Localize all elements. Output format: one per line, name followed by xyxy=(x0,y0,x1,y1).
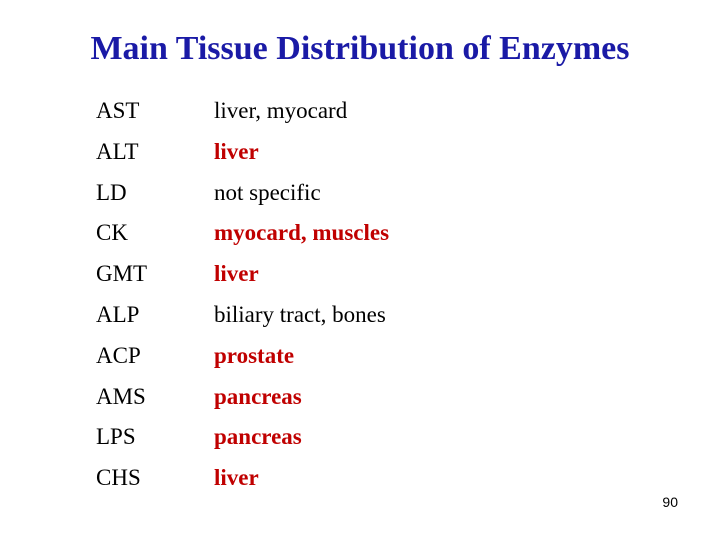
page-number: 90 xyxy=(662,494,678,510)
tissue-distribution: myocard, muscles xyxy=(214,220,390,246)
table-row xyxy=(96,139,496,180)
enzyme-name: AST xyxy=(96,98,140,123)
tissue-distribution: pancreas xyxy=(214,424,302,450)
table-row xyxy=(96,220,496,261)
enzyme-name: ACP xyxy=(96,342,141,368)
tissue-distribution: not specific xyxy=(214,179,321,205)
table-row xyxy=(96,180,496,221)
tissue-distribution: pancreas xyxy=(214,383,302,409)
slide-title: Main Tissue Distribution of Enzymes xyxy=(90,30,630,67)
table-row xyxy=(96,261,496,302)
table-row xyxy=(96,465,496,506)
tissue-distribution: liver, myocard xyxy=(214,98,348,123)
enzyme-name: CHS xyxy=(96,465,141,491)
tissue-distribution: liver xyxy=(214,138,259,164)
enzyme-name: ALP xyxy=(96,301,140,327)
enzyme-name: LPS xyxy=(96,424,136,450)
enzyme-name: GMT xyxy=(96,261,148,287)
table-row xyxy=(96,384,496,425)
table-row xyxy=(96,302,496,343)
enzyme-name: LD xyxy=(96,179,127,205)
tissue-distribution: liver xyxy=(214,465,259,491)
tissue-distribution: prostate xyxy=(214,342,295,368)
enzyme-name: CK xyxy=(96,220,128,246)
table-row xyxy=(96,98,496,139)
enzyme-name: AMS xyxy=(96,383,146,409)
enzyme-table xyxy=(96,98,496,506)
table-row xyxy=(96,343,496,384)
tissue-distribution: biliary tract, bones xyxy=(214,301,386,327)
enzyme-name: ALT xyxy=(96,138,139,164)
tissue-distribution: liver xyxy=(214,261,259,287)
table-row xyxy=(96,424,496,465)
